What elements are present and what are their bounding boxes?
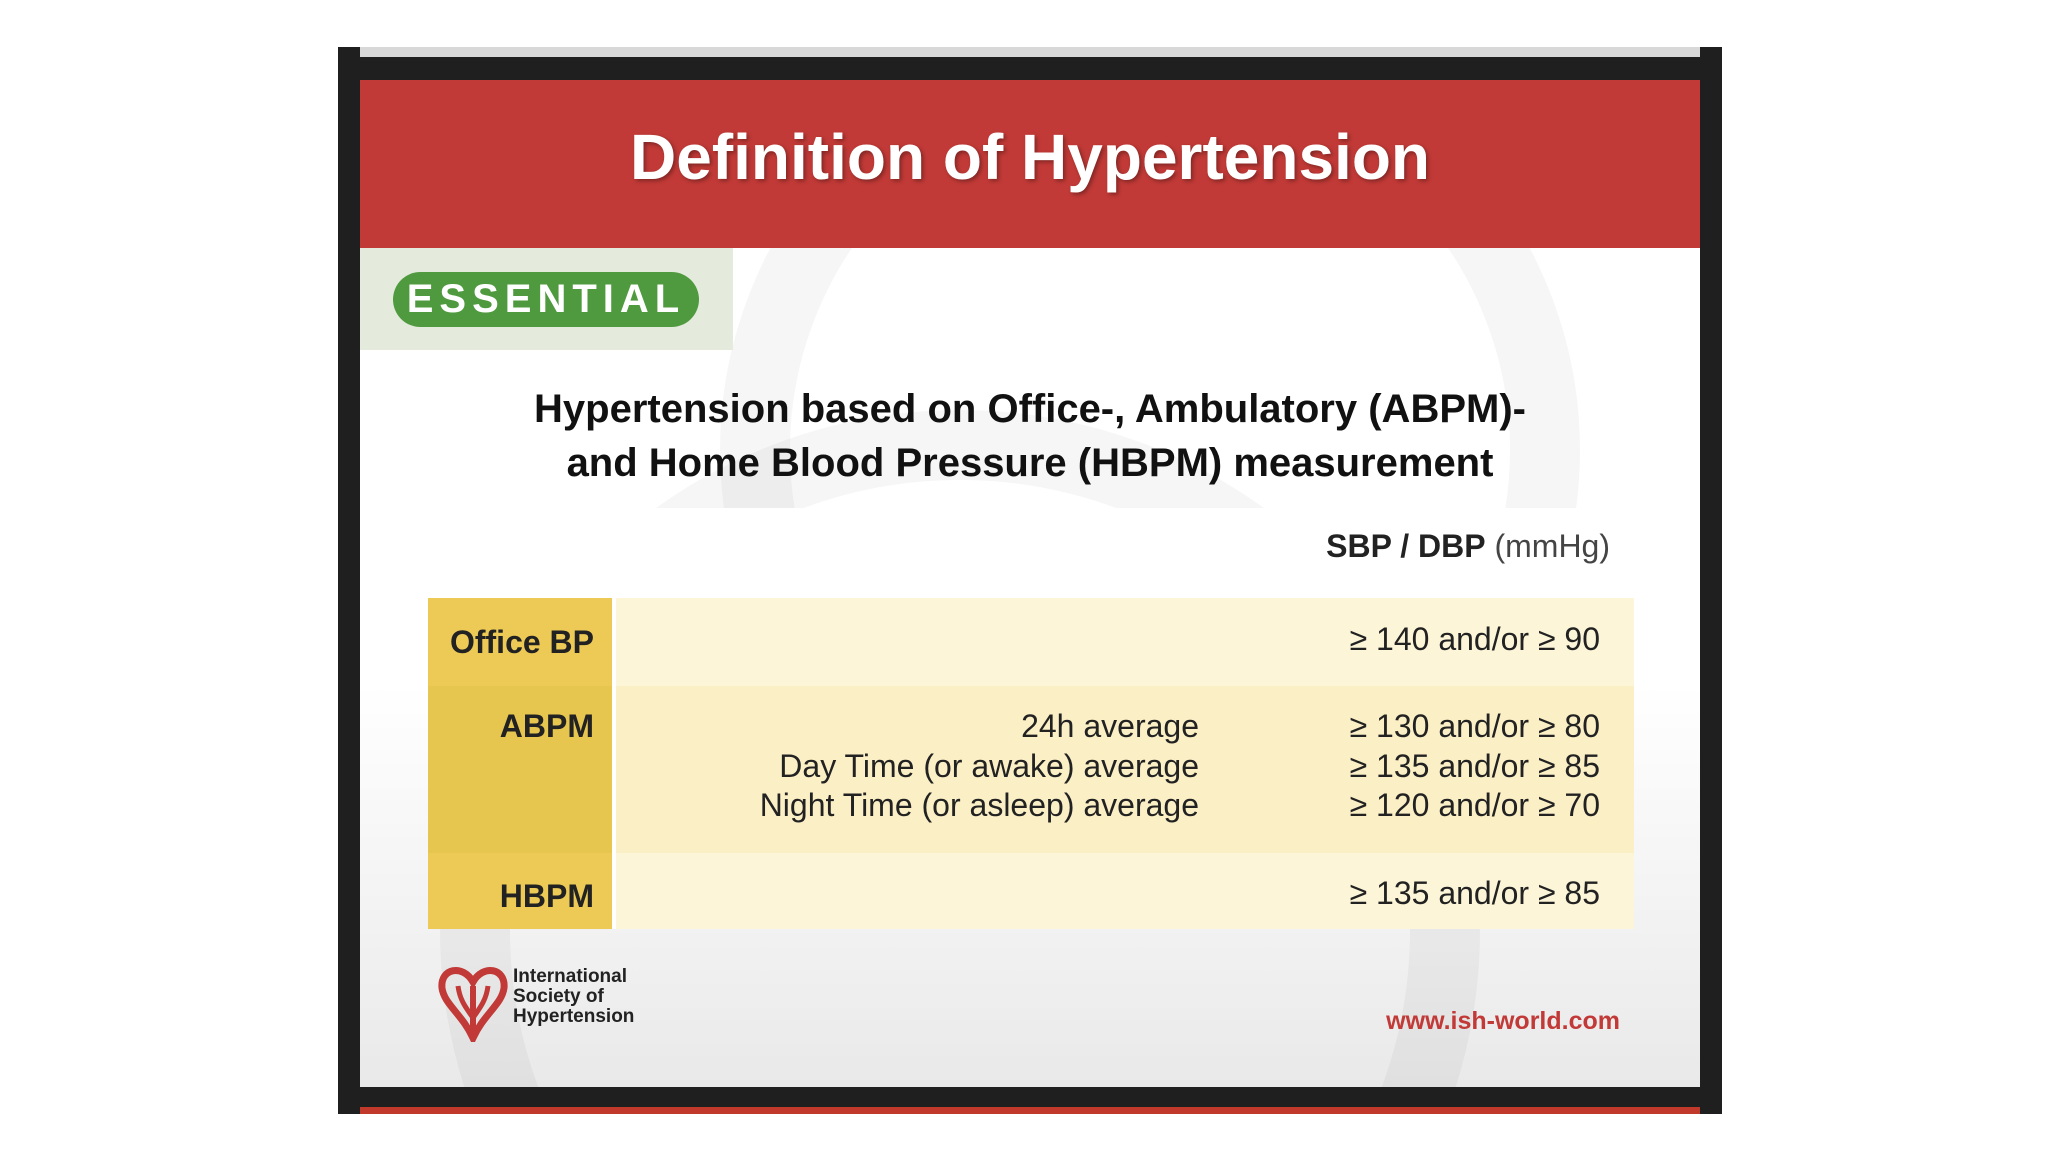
unit-header-units: (mmHg) xyxy=(1494,528,1610,564)
row-description: Day Time (or awake) average xyxy=(779,748,1199,784)
row-value: ≥ 140 and/or ≥ 90 xyxy=(1349,621,1600,657)
row-value: ≥ 130 and/or ≥ 80 xyxy=(1349,708,1600,744)
subtitle-line: and Home Blood Pressure (HBPM) measurement xyxy=(566,441,1494,485)
slide-header xyxy=(360,80,1700,248)
row-value: ≥ 120 and/or ≥ 70 xyxy=(1349,787,1600,823)
row-description: 24h average xyxy=(1021,708,1199,744)
frame-top-strip xyxy=(360,47,1700,57)
slide-subtitle xyxy=(360,382,1700,490)
organization-name-line: International xyxy=(513,966,628,987)
unit-header-bold: SBP / DBP xyxy=(1326,528,1486,564)
table-row-office-bp xyxy=(428,598,1634,686)
row-body xyxy=(616,686,1634,853)
row-body xyxy=(616,853,1634,929)
slide-title: Definition of Hypertension xyxy=(630,121,1430,193)
table-row-hbpm xyxy=(428,853,1634,929)
table-row-abpm xyxy=(428,686,1634,853)
row-label: HBPM xyxy=(428,853,612,929)
row-body xyxy=(616,598,1634,686)
organization-name xyxy=(513,967,634,1027)
subtitle-line: Hypertension based on Office-, Ambulatory (ABPM)- xyxy=(534,387,1526,431)
row-label: ABPM xyxy=(428,686,612,853)
organization-name-line: Society of xyxy=(513,986,604,1007)
unit-header xyxy=(1326,528,1610,565)
bp-threshold-table xyxy=(428,508,1634,929)
row-value: ≥ 135 and/or ≥ 85 xyxy=(1349,748,1600,784)
organization-name-line: Hypertension xyxy=(513,1006,635,1027)
frame-bottom-strip xyxy=(360,1107,1700,1114)
row-label: Office BP xyxy=(428,598,612,686)
slide xyxy=(360,80,1700,1087)
footer-url: www.ish-world.com xyxy=(1386,1007,1620,1035)
heart-logo-icon xyxy=(438,962,508,1042)
row-value: ≥ 135 and/or ≥ 85 xyxy=(1349,875,1600,911)
essential-badge: ESSENTIAL xyxy=(393,272,699,327)
row-description: Night Time (or asleep) average xyxy=(759,787,1199,823)
